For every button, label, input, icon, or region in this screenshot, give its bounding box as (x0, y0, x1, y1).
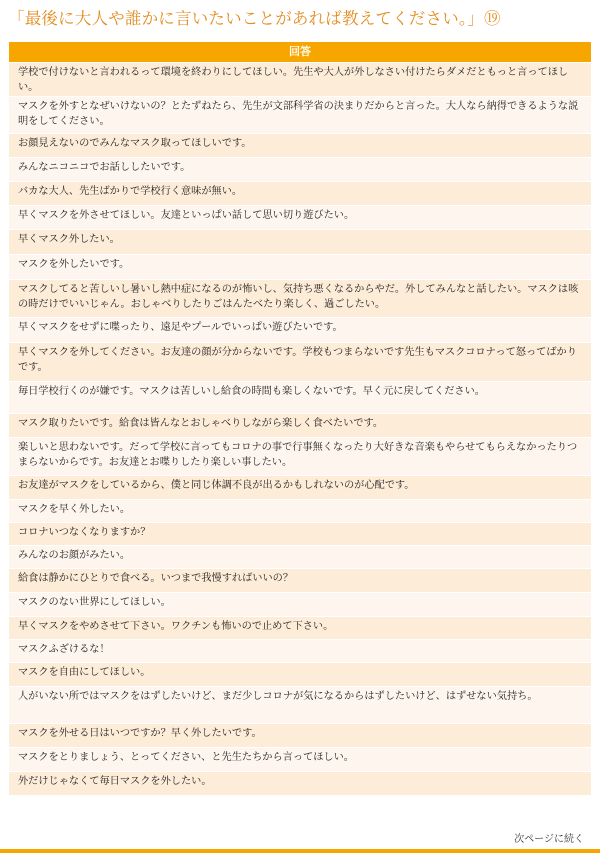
table-row: 楽しいと思わないです。だって学校に言ってもコロナの事で行事無くなったり大好きな音楽もやらせてもらえなかったりつまらないからです。お友達とお喋りしたり楽しい事したい。 (9, 438, 591, 476)
page-title: 「最後に大人や誰かに言いたいことがあれば教えてください。」⑲ (8, 9, 501, 28)
answer-table (9, 42, 591, 796)
table-row: 給食は静かにひとりで食べる。いつまで我慢すればいいの？ (9, 569, 591, 593)
table-row: お顔見えないのでみんなマスク取ってほしいです。 (9, 134, 591, 158)
bottom-divider (0, 849, 600, 853)
table-row: 外だけじゃなくて毎日マスクを外したい。 (9, 772, 591, 796)
table-row: コロナいつなくなりますか？ (9, 523, 591, 546)
table-row: 早くマスクをやめさせて下さい。ワクチンも怖いので止めて下さい。 (9, 617, 591, 640)
next-page-note: 次ページに続く (514, 834, 584, 845)
table-row: マスクを外すとなぜいけないの？とたずねたら、先生が文部科学省の決まりだからと言った。大人なら納得できるような説明をしてください。 (9, 97, 591, 134)
table-row: マスクをとりましょう、とってください、と先生たちから言ってほしい。 (9, 748, 591, 772)
table-header: 回答 (9, 42, 591, 63)
table-row: マスクを外したいです。 (9, 255, 591, 280)
table-row: 早くマスクをせずに喋ったり、遠足やプールでいっぱい遊びたいです。 (9, 318, 591, 343)
table-row: 早くマスクを外させてほしい。友達といっぱい話して思い切り遊びたい。 (9, 206, 591, 230)
table-row: 学校で付けないと言われるって環境を終わりにしてほしい。先生や大人が外しなさい付けたらダメだともっと言ってほしい。 (9, 63, 591, 97)
table-row: マスクを外せる日はいつですか？早く外したいです。 (9, 724, 591, 748)
table-row: バカな大人、先生ばかりで学校行く意味が無い。 (9, 182, 591, 206)
table-row: 人がいない所ではマスクをはずしたいけど、まだ少しコロナが気になるからはずしたいけど、はずせない気持ち。 (9, 687, 591, 724)
table-row: みんなのお顔がみたい。 (9, 546, 591, 569)
table-row: 毎日学校行くのが嫌です。マスクは苦しいし給食の時間も楽しくないです。早く元に戻してください。 (9, 382, 591, 414)
table-row: マスク取りたいです。給食は皆んなとおしゃべりしながら楽しく食べたいです。 (9, 414, 591, 438)
table-row: マスクを早く外したい。 (9, 500, 591, 523)
table-row: みんなニコニコでお話ししたいです。 (9, 158, 591, 182)
table-row: 早くマスクを外してください。お友達の顔が分からないです。学校もつまらないです先生もマスクコロナって怒ってばかりです。 (9, 343, 591, 382)
table-row: マスクふざけるな！ (9, 640, 591, 663)
table-row: マスクを自由にしてほしい。 (9, 663, 591, 687)
table-row: お友達がマスクをしているから、僕と同じ体調不良が出るかもしれないのが心配です。 (9, 476, 591, 500)
table-row: マスクのない世界にしてほしい。 (9, 593, 591, 617)
table-row: 早くマスク外したい。 (9, 230, 591, 255)
table-row: マスクしてると苦しいし暑いし熱中症になるのが怖いし、気持ち悪くなるからやだ。外してみんなと話したい。マスクは咳の時だけでいいじゃん。おしゃべりしたりごはんたべたり楽しく、過ごしたい。 (9, 280, 591, 318)
